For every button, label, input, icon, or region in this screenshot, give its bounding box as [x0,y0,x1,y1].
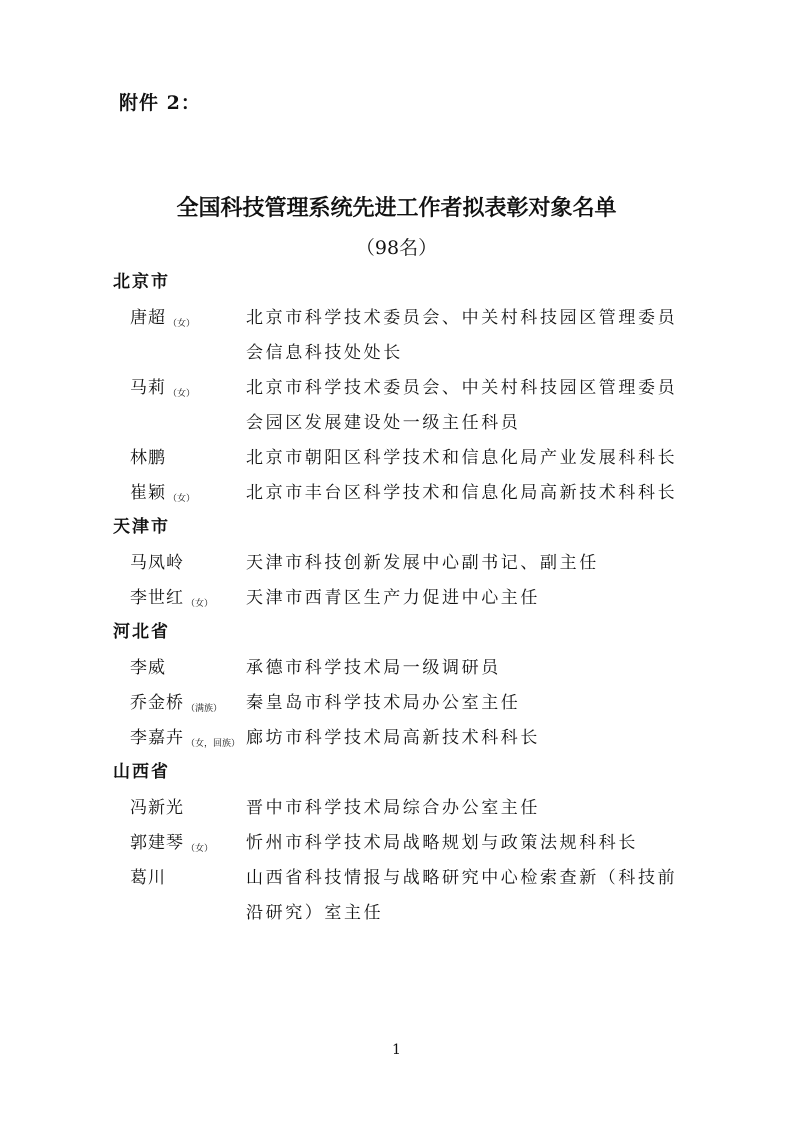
person [113,476,246,511]
person-position: 承德市科学技术局一级调研员 [246,658,501,678]
person-position: 山西省科技情报与战略研究中心检索查新（科技前沿研究）室主任 [246,868,678,923]
person-position: 天津市科技创新发展中心副书记、副主任 [246,553,599,573]
person-name: 唐超 [130,308,166,328]
province-heading: 山西省 [113,762,170,782]
list-item [113,826,693,861]
person-note: （满族） [186,704,223,714]
person-name: 李世红 [130,588,184,608]
person-position: 北京市丰台区科学技术和信息化局高新技术科科长 [246,483,678,503]
person-note: （女） [186,599,214,609]
person-name: 冯新光 [130,798,184,818]
page-number: 1 [392,1042,401,1058]
person [113,861,246,896]
person-position: 天津市西青区生产力促进中心主任 [246,588,540,608]
list-item [113,581,693,616]
person-position: 晋中市科学技术局综合办公室主任 [246,798,540,818]
person-name: 李嘉卉 [130,728,184,748]
list-item [113,686,693,721]
list-item [113,301,693,371]
person-name: 马凤岭 [130,553,184,573]
person-name: 李威 [130,658,166,678]
person [113,791,246,826]
province-heading: 河北省 [113,622,170,642]
person-position: 忻州市科学技术局战略规划与政策法规科科长 [246,833,638,853]
province-heading: 北京市 [113,272,170,292]
person-name: 林鹏 [130,448,166,468]
person [113,651,246,686]
person-position: 北京市朝阳区科学技术和信息化局产业发展科科长 [246,448,678,468]
person-note: （女，回族） [186,739,241,749]
list-item [113,721,693,756]
document-title: 全国科技管理系统先进工作者拟表彰对象名单 [176,195,617,221]
person-position: 北京市科学技术委员会、中关村科技园区管理委员会园区发展建设处一级主任科员 [246,378,678,433]
list-item [113,371,693,441]
person-note: （女） [168,319,196,329]
person-note: （女） [168,389,196,399]
person-position: 秦皇岛市科学技术局办公室主任 [246,693,521,713]
province-heading: 天津市 [113,517,170,537]
list-item [113,546,693,581]
list-item [113,476,693,511]
person-note: （女） [186,844,214,854]
person-name: 乔金桥 [130,693,184,713]
document-subtitle: （98名） [355,237,438,259]
person-name: 崔颖 [130,483,166,503]
list-item [113,791,693,826]
list-item [113,651,693,686]
person-name: 马莉 [130,378,166,398]
person [113,686,246,721]
attachment-label: 附件 2： [119,92,201,114]
list-item [113,861,693,931]
person [113,721,246,756]
person-name: 葛川 [130,868,166,888]
person-position: 廊坊市科学技术局高新技术科科长 [246,728,540,748]
person [113,546,246,581]
person-name: 郭建琴 [130,833,184,853]
person-position: 北京市科学技术委员会、中关村科技园区管理委员会信息科技处处长 [246,308,678,363]
person-note: （女） [168,494,196,504]
person [113,441,246,476]
person [113,301,246,336]
person [113,826,246,861]
person [113,371,246,406]
person [113,581,246,616]
list-item [113,441,693,476]
awardee-list [113,266,693,931]
